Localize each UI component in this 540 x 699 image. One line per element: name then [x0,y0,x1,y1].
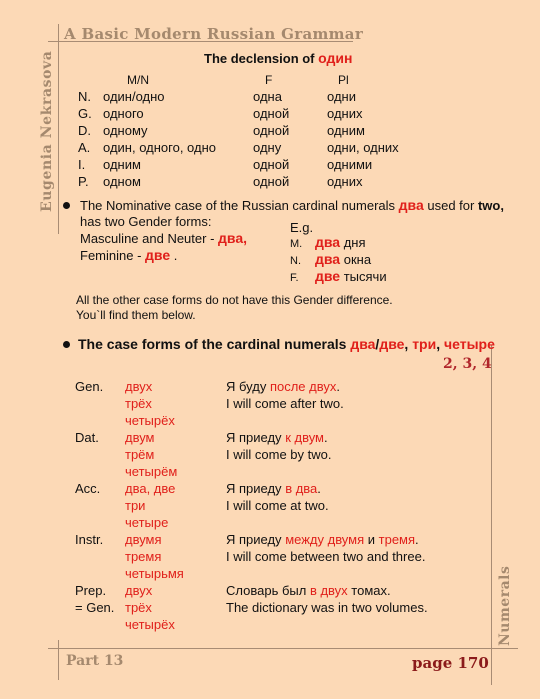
russian-example: Словарь был в двух томах. [226,583,391,598]
form-pl: одних [327,174,363,189]
gender-forms-line: has two Gender forms: [80,214,212,229]
english-translation: The dictionary was in two volumes. [226,600,428,615]
example-phrase: два окна [315,251,372,267]
case-label: Prep. [75,583,107,598]
feminine-line: Feminine - две . [80,247,178,263]
english-translation: I will come between two and three. [226,549,426,564]
numeral-form: три [125,498,146,513]
form-pl: одними [327,157,373,172]
numeral-form: двух [125,583,153,598]
nominative-intro: The Nominative case of the Russian cardinal numerals два used for two, [80,197,504,213]
form-f: одной [253,157,290,172]
form-pl: одни [327,89,356,104]
bullet-icon [63,341,70,348]
form-mn: один/одно [103,89,165,104]
case-label: Gen. [75,379,104,394]
col-mn: M/N [127,73,149,87]
masculine-neuter-line: Masculine and Neuter - два, [80,230,247,246]
form-mn: одним [103,157,141,172]
form-mn: одного [103,106,144,121]
left-rule [58,24,59,234]
russian-example: Я буду после двух. [226,379,340,394]
english-translation: I will come by two. [226,447,332,462]
numeral-form: два, две [125,481,176,496]
form-f: одна [253,89,282,104]
example-gender: F. [290,272,299,284]
form-f: одной [253,123,290,138]
col-pl: Pl [338,73,349,87]
form-mn: одному [103,123,148,138]
numeral-form: четыре [125,515,169,530]
russian-example: Я приеду между двумя и тремя. [226,532,419,547]
numeral-form: двум [125,430,155,445]
example-gender: N. [290,255,301,267]
gender-note-line1: All the other case forms do not have this Gender difference. [76,293,393,307]
bottom-rule [48,648,518,649]
form-f: одной [253,106,290,121]
case-label: G. [78,106,92,121]
numeral-form: трём [125,447,155,462]
eg-label: E.g. [290,220,314,235]
form-pl: одним [327,123,365,138]
bottom-left-rule [58,640,59,680]
case-label: N. [78,89,91,104]
part-label: Part 13 [66,653,124,669]
case-label-secondary: = Gen. [75,600,115,615]
side-numbers: 2, 3, 4 [443,356,492,372]
numeral-form: двух [125,379,153,394]
title-word-odin: один [318,50,353,66]
table-title: The declension of один [204,50,353,66]
numeral-form: четырьмя [125,566,184,581]
example-gender: M. [290,238,303,250]
gender-note-line2: You`ll find them below. [76,308,196,322]
example-phrase: две тысячи [315,268,387,284]
case-label: I. [78,157,86,172]
numeral-form: четырёх [125,413,175,428]
english-translation: I will come at two. [226,498,329,513]
numeral-form: четырём [125,464,178,479]
form-f: одну [253,140,282,155]
case-label: P. [78,174,89,189]
book-title: A Basic Modern Russian Grammar [64,25,364,43]
author-name: Eugenia Nekrasova [39,50,55,212]
form-pl: одних [327,106,363,121]
numeral-form: трёх [125,396,152,411]
bullet-icon [63,202,70,209]
english-translation: I will come after two. [226,396,344,411]
page-number: page 170 [412,654,489,672]
right-rule [491,345,492,685]
col-f: F [265,73,273,87]
case-forms-title: The case forms of the cardinal numerals два/две, три, четыре [78,336,495,352]
case-label: Dat. [75,430,99,445]
numeral-form: тремя [125,549,162,564]
case-label: Acc. [75,481,101,496]
russian-example: Я приеду к двум. [226,430,328,445]
example-phrase: два дня [315,234,366,250]
form-mn: один, одного, одно [103,140,216,155]
numeral-form: четырёх [125,617,175,632]
form-f: одной [253,174,290,189]
form-pl: одни, одних [327,140,399,155]
form-mn: одном [103,174,141,189]
russian-example: Я приеду в два. [226,481,321,496]
section-side-label: Numerals [497,565,513,646]
case-label: D. [78,123,91,138]
case-label: A. [78,140,91,155]
numeral-form: трёх [125,600,152,615]
numeral-form: двумя [125,532,162,547]
case-label: Instr. [75,532,104,547]
